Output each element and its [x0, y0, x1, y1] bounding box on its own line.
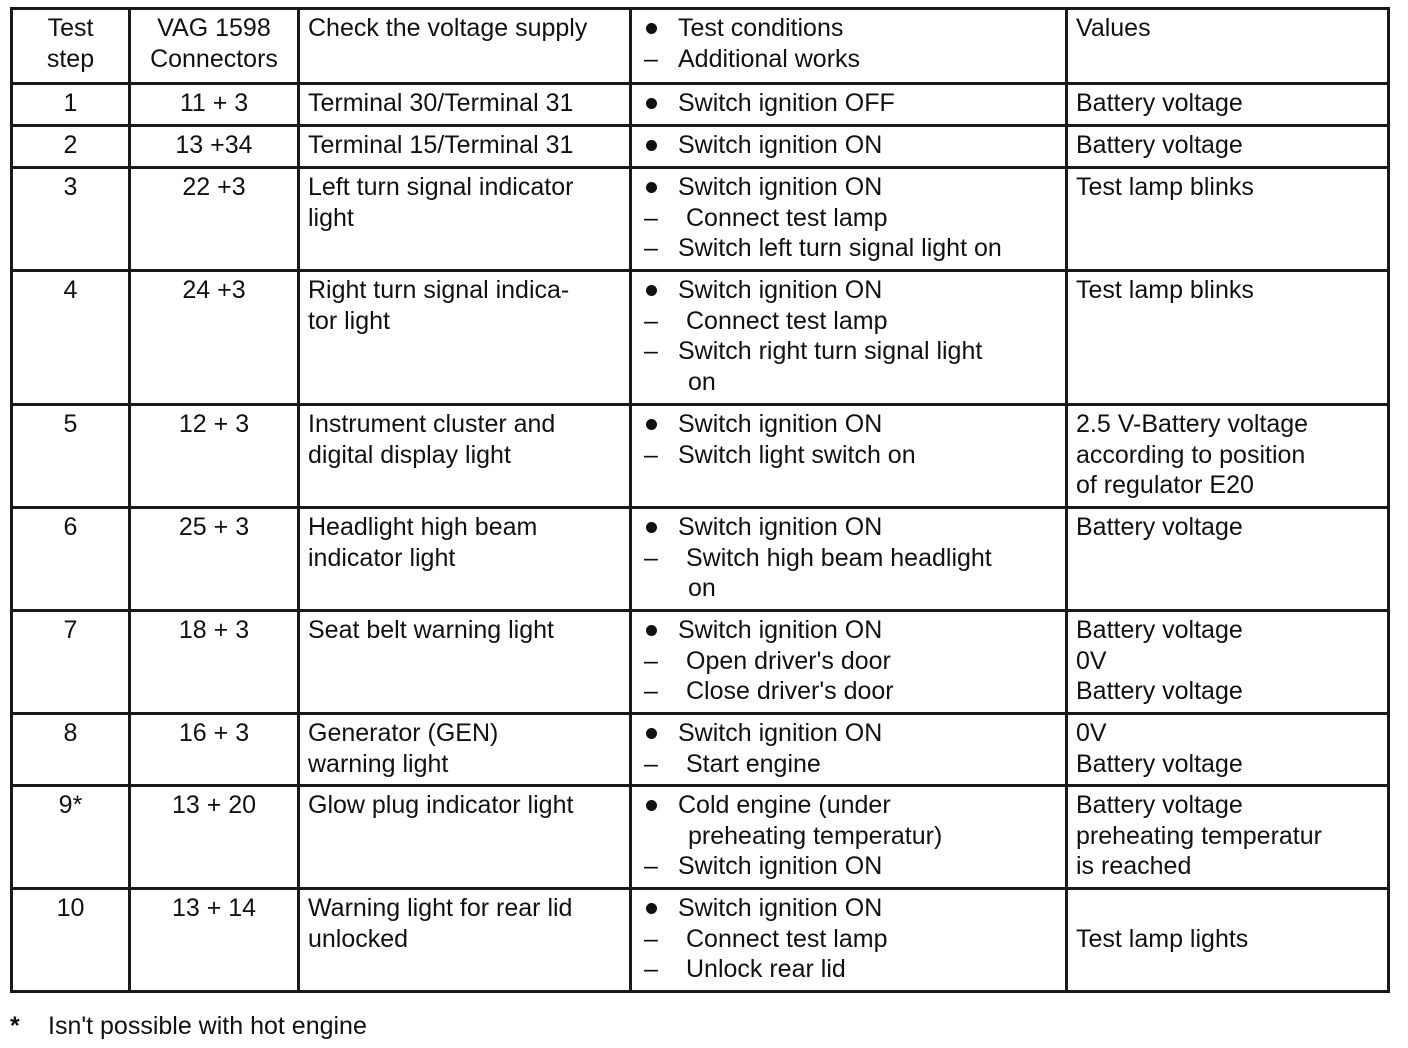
dash-item: – Close driver's door — [640, 676, 1057, 707]
dash-item: – Unlock rear lid — [640, 954, 1057, 985]
footnote — [10, 1010, 367, 1042]
value-text: Battery voltage — [1076, 677, 1243, 705]
dash-item: – Switch right turn signal light — [640, 336, 1057, 367]
cell-conditions — [631, 714, 1067, 786]
value-text: of regulator E20 — [1076, 471, 1254, 499]
value-text — [1076, 893, 1379, 924]
cell-check — [299, 508, 631, 611]
cell-values — [1067, 508, 1389, 611]
header-conditions — [631, 9, 1067, 84]
cell-test-step — [12, 405, 130, 508]
test-step-number: 5 — [63, 410, 78, 438]
dash-item: – Switch ignition ON — [640, 851, 1057, 882]
check-text: light — [308, 203, 354, 232]
test-step-number: 2 — [63, 131, 78, 159]
header-check: Check the voltage supply — [299, 9, 631, 84]
cell-check — [299, 714, 631, 786]
cell-test-step — [12, 168, 130, 271]
table-row — [12, 611, 1389, 714]
dash-continuation: on — [688, 574, 716, 602]
bullet-item: Switch ignition OFF — [640, 88, 1057, 119]
cell-connectors — [130, 611, 299, 714]
cell-conditions — [631, 405, 1067, 508]
value-text: 2.5 V-Battery voltage — [1076, 410, 1309, 438]
bullet-item: Switch ignition ON — [640, 409, 1057, 440]
cell-connectors — [130, 714, 299, 786]
test-step-number: 10 — [56, 894, 85, 922]
header-connectors: VAG 1598 Connectors — [130, 9, 299, 84]
test-step-number: 4 — [63, 276, 78, 304]
value-text: Battery voltage — [1076, 616, 1243, 644]
check-text: Left turn signal indicator — [308, 173, 574, 201]
cell-connectors — [130, 84, 299, 126]
dash-item: – Switch light switch on — [640, 440, 1057, 471]
cell-check — [299, 271, 631, 405]
test-step-number: 1 — [63, 89, 78, 117]
check-text: Generator (GEN) — [308, 719, 499, 747]
dash-item: – Connect test lamp — [640, 203, 1057, 234]
value-text: Battery voltage — [1076, 513, 1243, 541]
check-text: warning light — [308, 749, 449, 778]
dash-item: – Switch high beam headlight — [640, 543, 1057, 574]
value-text: 0V — [1076, 719, 1107, 747]
value-text: is reached — [1076, 852, 1192, 880]
dash-item: – Additional works — [640, 44, 1057, 75]
cell-connectors — [130, 271, 299, 405]
value-text: preheating temperatur — [1076, 821, 1322, 850]
value-text: Test lamp blinks — [1076, 276, 1254, 304]
cell-conditions — [631, 611, 1067, 714]
dash-item: – Start engine — [640, 749, 1057, 780]
table-row — [12, 889, 1389, 992]
bullet-item: Cold engine (under — [640, 790, 1057, 821]
connector-pins: 13 +34 — [175, 131, 253, 159]
check-text: Glow plug indicator light — [308, 791, 574, 819]
connector-pins: 25 + 3 — [178, 513, 250, 541]
cell-test-step — [12, 84, 130, 126]
table-row — [12, 714, 1389, 786]
test-step-number: 8 — [63, 719, 78, 747]
cell-conditions — [631, 786, 1067, 889]
value-text: 0V — [1076, 646, 1107, 675]
value-text: Battery voltage — [1076, 89, 1243, 117]
cell-values — [1067, 611, 1389, 714]
bullet-item: Switch ignition ON — [640, 275, 1057, 306]
cell-connectors — [130, 786, 299, 889]
cell-values — [1067, 786, 1389, 889]
table-row — [12, 271, 1389, 405]
cell-values — [1067, 405, 1389, 508]
value-text: Battery voltage — [1076, 131, 1243, 159]
bullet-item: Switch ignition ON — [640, 512, 1057, 543]
cell-check — [299, 84, 631, 126]
check-text: digital display light — [308, 440, 511, 469]
table-row — [12, 508, 1389, 611]
header-values: Values — [1067, 9, 1389, 84]
check-text: Instrument cluster and — [308, 410, 556, 438]
cell-values — [1067, 889, 1389, 992]
table-row — [12, 786, 1389, 889]
value-text: Test lamp lights — [1076, 924, 1249, 953]
cell-test-step — [12, 126, 130, 168]
dash-item: – Connect test lamp — [640, 924, 1057, 955]
dash-continuation: on — [688, 367, 716, 396]
value-text: Battery voltage — [1076, 749, 1243, 778]
bullet-continuation: preheating temperatur) — [688, 821, 943, 850]
footnote-text: Isn't possible with hot engine — [48, 1012, 367, 1040]
connector-pins: 12 + 3 — [178, 410, 250, 438]
cell-connectors — [130, 889, 299, 992]
bullet-item: Switch ignition ON — [640, 172, 1057, 203]
check-text: Right turn signal indica- — [308, 276, 570, 304]
cell-connectors — [130, 508, 299, 611]
footnote-asterisk: * — [10, 1012, 20, 1040]
table-row — [12, 168, 1389, 271]
header-test-step: Test step — [12, 9, 130, 84]
test-step-number: 6 — [63, 513, 78, 541]
connector-pins: 13 + 14 — [171, 894, 257, 922]
cell-conditions — [631, 271, 1067, 405]
cell-conditions — [631, 168, 1067, 271]
check-text: Headlight high beam — [308, 513, 538, 541]
cell-values — [1067, 84, 1389, 126]
dash-item: – Connect test lamp — [640, 306, 1057, 337]
bullet-item: Switch ignition ON — [640, 893, 1057, 924]
bullet-item: Switch ignition ON — [640, 615, 1057, 646]
check-text: Terminal 30/Terminal 31 — [308, 89, 574, 117]
check-text: Seat belt warning light — [308, 616, 554, 644]
test-step-number: 3 — [63, 173, 78, 201]
cell-check — [299, 405, 631, 508]
connector-pins: 22 +3 — [182, 173, 246, 201]
cell-conditions — [631, 84, 1067, 126]
dash-item: – Open driver's door — [640, 646, 1057, 677]
connector-pins: 16 + 3 — [178, 719, 250, 747]
check-text: Warning light for rear lid — [308, 894, 573, 922]
cell-check — [299, 126, 631, 168]
table-row — [12, 126, 1389, 168]
bullet-item: Test conditions — [640, 13, 1057, 44]
bullet-item: Switch ignition ON — [640, 718, 1057, 749]
cell-values — [1067, 271, 1389, 405]
bullet-item: Switch ignition ON — [640, 130, 1057, 161]
cell-conditions — [631, 508, 1067, 611]
dash-item: – Switch left turn signal light on — [640, 233, 1057, 264]
cell-test-step — [12, 889, 130, 992]
value-text: Test lamp blinks — [1076, 173, 1254, 201]
check-text: tor light — [308, 306, 390, 335]
cell-connectors — [130, 405, 299, 508]
cell-check — [299, 611, 631, 714]
table-row — [12, 84, 1389, 126]
cell-test-step — [12, 611, 130, 714]
cell-connectors — [130, 168, 299, 271]
cell-values — [1067, 168, 1389, 271]
test-step-number: 7 — [63, 616, 78, 644]
table-row — [12, 405, 1389, 508]
check-text: Terminal 15/Terminal 31 — [308, 131, 574, 159]
cell-values — [1067, 126, 1389, 168]
voltage-supply-test-table — [10, 7, 1390, 993]
check-text: unlocked — [308, 924, 409, 953]
cell-connectors — [130, 126, 299, 168]
value-text: Battery voltage — [1076, 791, 1243, 819]
cell-test-step — [12, 271, 130, 405]
connector-pins: 24 +3 — [182, 276, 246, 304]
cell-conditions — [631, 889, 1067, 992]
cell-test-step — [12, 786, 130, 889]
cell-values — [1067, 714, 1389, 786]
connector-pins: 18 + 3 — [178, 616, 250, 644]
cell-test-step — [12, 714, 130, 786]
connector-pins: 13 + 20 — [171, 791, 257, 819]
cell-test-step — [12, 508, 130, 611]
cell-conditions — [631, 126, 1067, 168]
connector-pins: 11 + 3 — [179, 89, 249, 117]
cell-check — [299, 786, 631, 889]
value-text: according to position — [1076, 440, 1306, 469]
cell-check — [299, 889, 631, 992]
cell-check — [299, 168, 631, 271]
check-text: indicator light — [308, 543, 456, 572]
table-header-row — [12, 9, 1389, 84]
test-step-number: 9* — [58, 791, 83, 819]
